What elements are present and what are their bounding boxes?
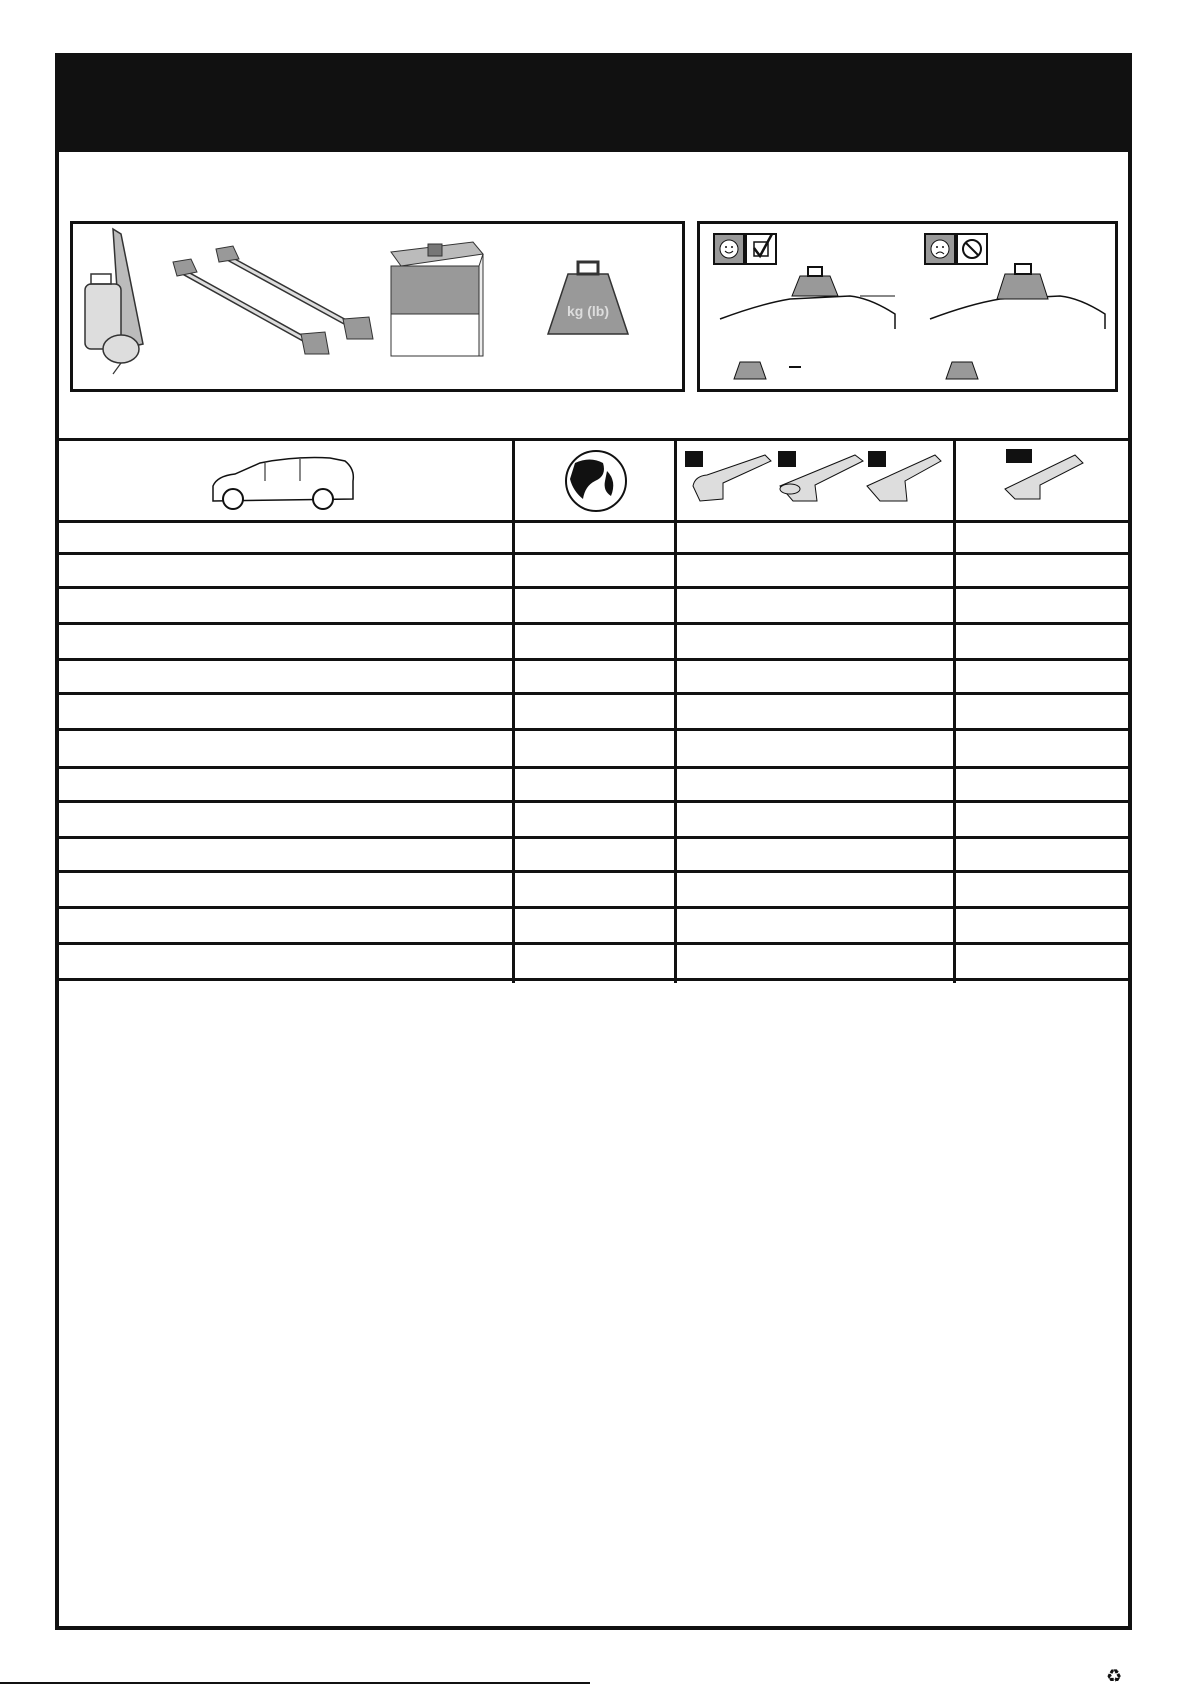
load-guidance-box [697, 221, 1118, 392]
table-cell [677, 873, 953, 906]
table-cell [677, 769, 953, 800]
table-cell [677, 661, 953, 692]
table-cell [55, 695, 512, 728]
table-header-icons [55, 441, 1132, 523]
table-cell [515, 555, 674, 586]
table-cell [677, 625, 953, 658]
footer-rule [0, 1682, 590, 1684]
smiley-sad-icon [925, 234, 955, 264]
table-cell [677, 803, 953, 836]
table-cell [956, 731, 1132, 766]
table-cell [956, 555, 1132, 586]
table-cell [956, 523, 1132, 552]
table-cell [677, 695, 953, 728]
bar-type-a-icon [685, 451, 771, 501]
car-overload-icon [930, 264, 1105, 379]
table-cell [956, 661, 1132, 692]
table-cell [677, 731, 953, 766]
table-cell [515, 873, 674, 906]
table-cell [55, 625, 512, 658]
bar-type-d-icon [1005, 449, 1083, 499]
equipment-illustration-box [70, 221, 685, 392]
header-bar [55, 53, 1132, 152]
table-cell [55, 555, 512, 586]
table-cell [55, 769, 512, 800]
table-cell [55, 803, 512, 836]
table-cell [515, 839, 674, 870]
prohibited-icon [957, 234, 987, 264]
table-cell [515, 769, 674, 800]
table-cell [55, 839, 512, 870]
table-cell [956, 803, 1132, 836]
weight-icon [548, 262, 628, 334]
table-cell [515, 523, 674, 552]
table-cell [55, 661, 512, 692]
table-cell [956, 945, 1132, 977]
table-cell [515, 731, 674, 766]
recycle-icon: ♻ [1106, 1666, 1123, 1686]
check-box-icon [746, 234, 776, 264]
table-cell [956, 873, 1132, 906]
table-cell [515, 661, 674, 692]
table-cell [956, 695, 1132, 728]
table-cell [956, 839, 1132, 870]
table-cell [55, 945, 512, 977]
table-cell [956, 769, 1132, 800]
table-cell [677, 945, 953, 977]
globe-icon [566, 451, 626, 511]
vehicle-icon [213, 458, 353, 509]
table-cell [956, 625, 1132, 658]
table-cell [956, 589, 1132, 622]
table-cell [55, 731, 512, 766]
equipment-illustration [73, 224, 682, 389]
table-cell [515, 909, 674, 942]
car-correct-load-icon [720, 267, 895, 379]
bar-type-c-icon [867, 451, 941, 501]
table-cell [677, 839, 953, 870]
bar-type-b-icon [778, 451, 863, 501]
table-cell [55, 909, 512, 942]
table-cell [515, 803, 674, 836]
roof-bars-icon [173, 246, 373, 354]
smiley-happy-icon [714, 234, 744, 264]
table-cell [55, 589, 512, 622]
table-cell [55, 873, 512, 906]
table-bottom-rule [55, 978, 1132, 981]
fitting-kit-box-icon [391, 242, 483, 356]
table-cell [956, 909, 1132, 942]
table-cell [677, 555, 953, 586]
luggage-icon [85, 229, 143, 374]
table-cell [677, 909, 953, 942]
table-cell [55, 523, 512, 552]
weight-label: kg (lb) [567, 303, 609, 319]
load-guidance-illustration [700, 224, 1115, 389]
table-cell [515, 695, 674, 728]
table-cell [677, 589, 953, 622]
table-cell [677, 523, 953, 552]
table-cell [515, 945, 674, 977]
table-cell [515, 625, 674, 658]
table-cell [515, 589, 674, 622]
